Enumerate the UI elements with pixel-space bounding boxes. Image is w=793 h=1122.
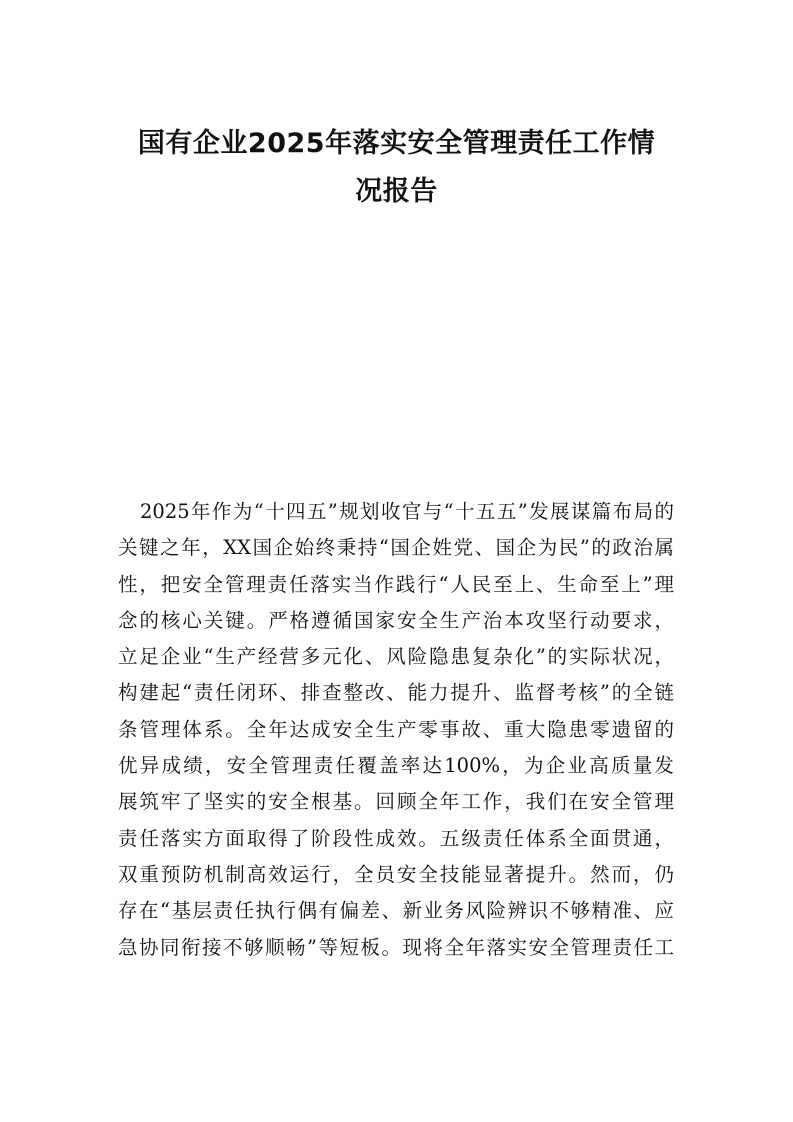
paragraph-line: 立足企业“生产经营多元化、风险隐患复杂化”的实际状况， bbox=[118, 645, 674, 669]
paragraph-line: 关键之年，XX国企始终秉持“国企姓党、国企为民”的政治属 bbox=[118, 536, 674, 560]
body-paragraph bbox=[118, 494, 674, 966]
paragraph-line: 性，把安全管理责任落实当作践行“人民至上、生命至上”理 bbox=[118, 572, 674, 596]
paragraph-line: 念的核心关键。严格遵循国家安全生产治本攻坚行动要求， bbox=[118, 608, 674, 632]
paragraph-line: 双重预防机制高效运行，全员安全技能显著提升。然而，仍 bbox=[118, 862, 674, 886]
paragraph-line: 2025年作为“十四五”规划收官与“十五五”发展谋篇布局的 bbox=[140, 500, 674, 523]
paragraph-line: 构建起“责任闭环、排查整改、能力提升、监督考核”的全链 bbox=[118, 681, 674, 705]
paragraph-line: 优异成绩，安全管理责任覆盖率达100%，为企业高质量发 bbox=[118, 754, 674, 778]
paragraph-line: 展筑牢了坚实的安全根基。回顾全年工作，我们在安全管理 bbox=[118, 790, 674, 814]
document-title bbox=[110, 120, 683, 216]
paragraph-line: 责任落实方面取得了阶段性成效。五级责任体系全面贯通， bbox=[118, 826, 674, 850]
title-line: 况报告 bbox=[355, 176, 438, 207]
title-line: 国有企业2025年落实安全管理责任工作情 bbox=[137, 128, 656, 159]
paragraph-line: 条管理体系。全年达成安全生产零事故、重大隐患零遗留的 bbox=[118, 717, 674, 741]
paragraph-line: 存在“基层责任执行偶有偏差、新业务风险辨识不够精准、应 bbox=[118, 899, 674, 923]
paragraph-line: 急协同衔接不够顺畅”等短板。现将全年落实安全管理责任工 bbox=[118, 935, 674, 959]
